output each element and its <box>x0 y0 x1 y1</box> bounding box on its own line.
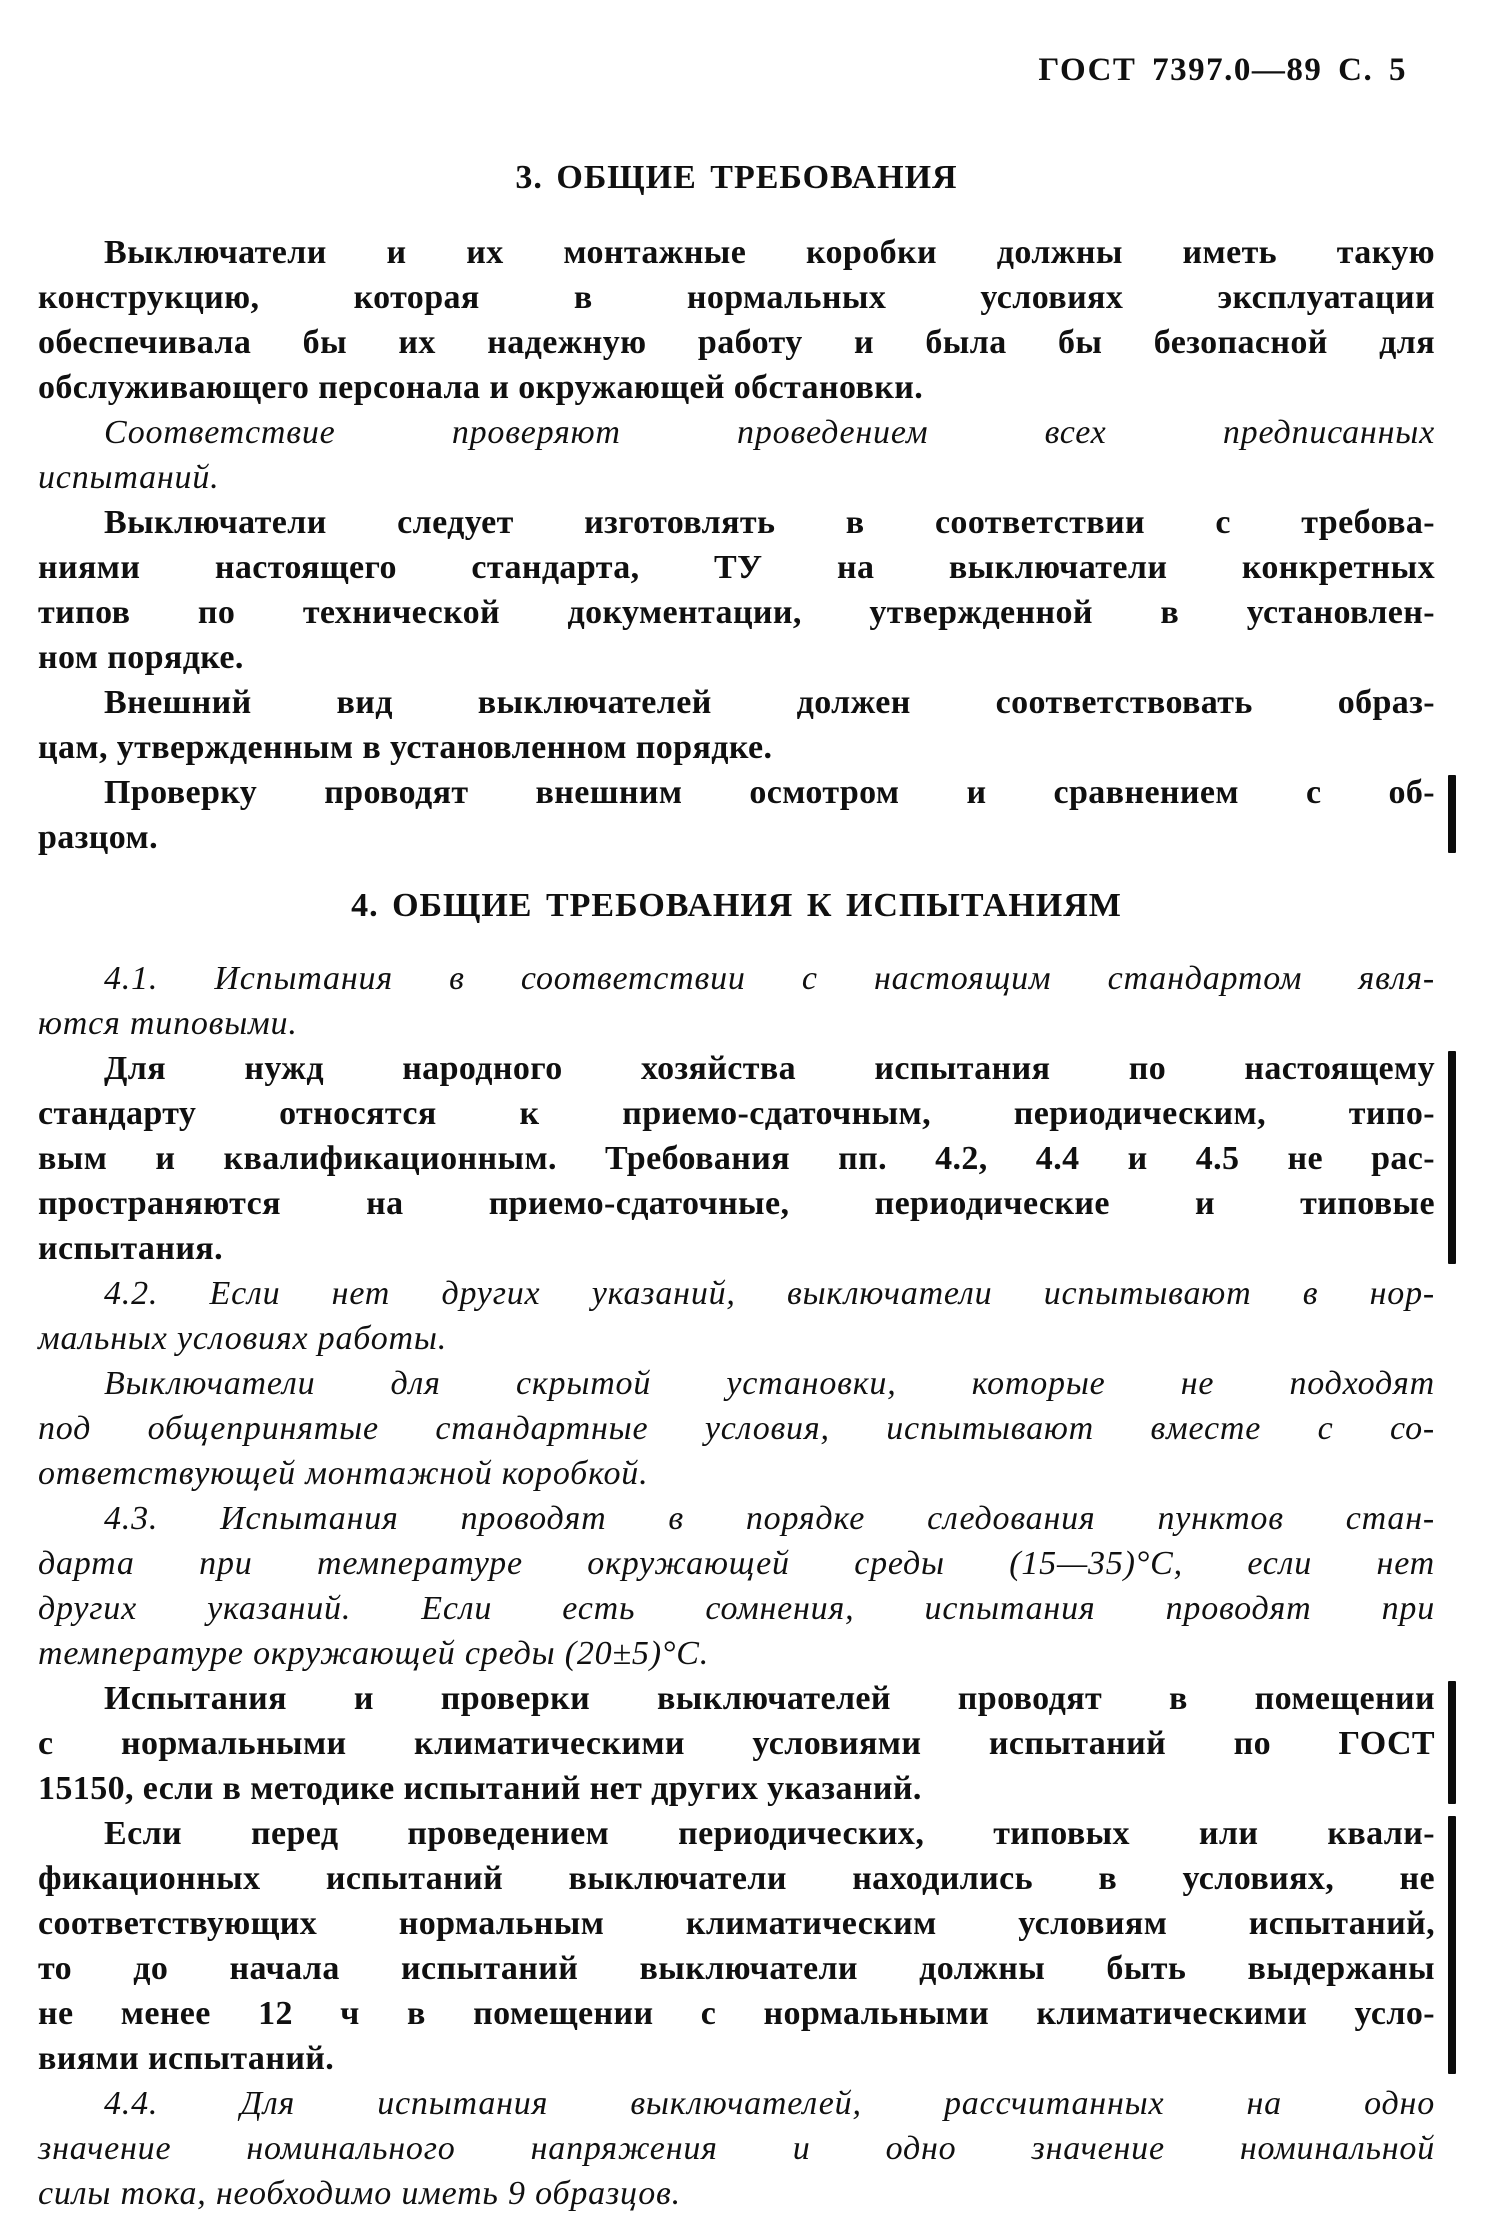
text-line: ниями настоящего стандарта, ТУ на выключатели конкретных <box>38 549 1435 586</box>
text-line: под общепринятые стандартные условия, испытывают вместе с со- <box>38 1410 1435 1447</box>
text-line: температуре окружающей среды (20±5)°С. <box>38 1635 710 1672</box>
text-line: обслуживающего персонала и окружающей обстановки. <box>38 369 924 406</box>
change-marker-bar <box>1448 775 1456 853</box>
change-marker-bar <box>1448 1816 1456 2074</box>
paragraph <box>38 1811 1435 2081</box>
paragraph <box>38 1496 1435 1676</box>
text-line: типов по технической документации, утвержденной в установлен- <box>38 594 1435 631</box>
text-line: ном порядке. <box>38 639 244 676</box>
text-line: Выключатели следует изготовлять в соответствии с требова- <box>104 504 1435 541</box>
text-line: 4.2. Если нет других указаний, выключатели испытывают в нор- <box>104 1275 1435 1312</box>
text-line: значение номинального напряжения и одно значение номинальной <box>38 2130 1435 2167</box>
page-header: ГОСТ 7397.0—89 С. 5 <box>1038 52 1407 88</box>
document-content <box>38 158 1435 2216</box>
text-line: 15150, если в методике испытаний нет других указаний. <box>38 1770 922 1807</box>
paragraph <box>38 680 1435 770</box>
section-3-heading: 3. ОБЩИЕ ТРЕБОВАНИЯ <box>515 159 958 196</box>
text-line: Если перед проведением периодических, типовых или квали- <box>104 1815 1435 1852</box>
text-line: Внешний вид выключателей должен соответствовать образ- <box>104 684 1435 721</box>
paragraph <box>38 1676 1435 1811</box>
text-line: Соответствие проверяют проведением всех предписанных <box>104 414 1435 451</box>
text-line: конструкцию, которая в нормальных условиях эксплуатации <box>38 279 1435 316</box>
text-line: Испытания и проверки выключателей проводят в помещении <box>104 1680 1435 1717</box>
text-line: дарта при температуре окружающей среды (15—35)°С, если нет <box>38 1545 1435 1582</box>
text-line: ются типовыми. <box>38 1005 298 1042</box>
text-line: цам, утвержденным в установленном порядке. <box>38 729 773 766</box>
paragraph <box>38 2081 1435 2216</box>
text-line: фикационных испытаний выключатели находились в условиях, не <box>38 1860 1435 1897</box>
paragraph <box>38 770 1435 860</box>
text-line: Проверку проводят внешним осмотром и сравнением с об- <box>104 774 1435 811</box>
section-4-heading: 4. ОБЩИЕ ТРЕБОВАНИЯ К ИСПЫТАНИЯМ <box>351 887 1122 924</box>
text-line: стандарту относятся к приемо-сдаточным, периодическим, типо- <box>38 1095 1435 1132</box>
text-line: виями испытаний. <box>38 2040 335 2077</box>
paragraph <box>38 1046 1435 1271</box>
text-line: мальных условиях работы. <box>38 1320 447 1357</box>
text-line: пространяются на приемо-сдаточные, периодические и типовые <box>38 1185 1435 1222</box>
text-line: Для нужд народного хозяйства испытания по настоящему <box>104 1050 1435 1087</box>
text-line: Выключатели для скрытой установки, которые не подходят <box>104 1365 1435 1402</box>
text-line: вым и квалификационным. Требования пп. 4.2, 4.4 и 4.5 не рас- <box>38 1140 1435 1177</box>
text-line: то до начала испытаний выключатели должны быть выдержаны <box>38 1950 1435 1987</box>
text-line: обеспечивала бы их надежную работу и была бы безопасной для <box>38 324 1435 361</box>
text-line: 4.4. Для испытания выключателей, рассчитанных на одно <box>104 2085 1435 2122</box>
paragraph <box>38 500 1435 680</box>
text-line: 4.1. Испытания в соответствии с настоящим стандартом явля- <box>104 960 1435 997</box>
change-marker-bar <box>1448 1051 1456 1264</box>
text-line: не менее 12 ч в помещении с нормальными климатическими усло- <box>38 1995 1435 2032</box>
paragraph <box>38 1271 1435 1361</box>
text-line: силы тока, необходимо иметь 9 образцов. <box>38 2175 681 2212</box>
text-line: ответствующей монтажной коробкой. <box>38 1455 649 1492</box>
change-marker-bar <box>1448 1681 1456 1804</box>
text-line: испытания. <box>38 1230 224 1267</box>
text-line: 4.3. Испытания проводят в порядке следования пунктов стан- <box>104 1500 1435 1537</box>
paragraph <box>38 410 1435 500</box>
text-line: разцом. <box>38 819 158 856</box>
text-line: испытаний. <box>38 459 220 496</box>
paragraph <box>38 230 1435 410</box>
text-line: других указаний. Если есть сомнения, испытания проводят при <box>38 1590 1435 1627</box>
paragraph <box>38 956 1435 1046</box>
text-line: с нормальными климатическими условиями испытаний по ГОСТ <box>38 1725 1435 1762</box>
paragraph <box>38 1361 1435 1496</box>
text-line: соответствующих нормальным климатическим условиям испытаний, <box>38 1905 1435 1942</box>
text-line: Выключатели и их монтажные коробки должны иметь такую <box>104 234 1435 271</box>
